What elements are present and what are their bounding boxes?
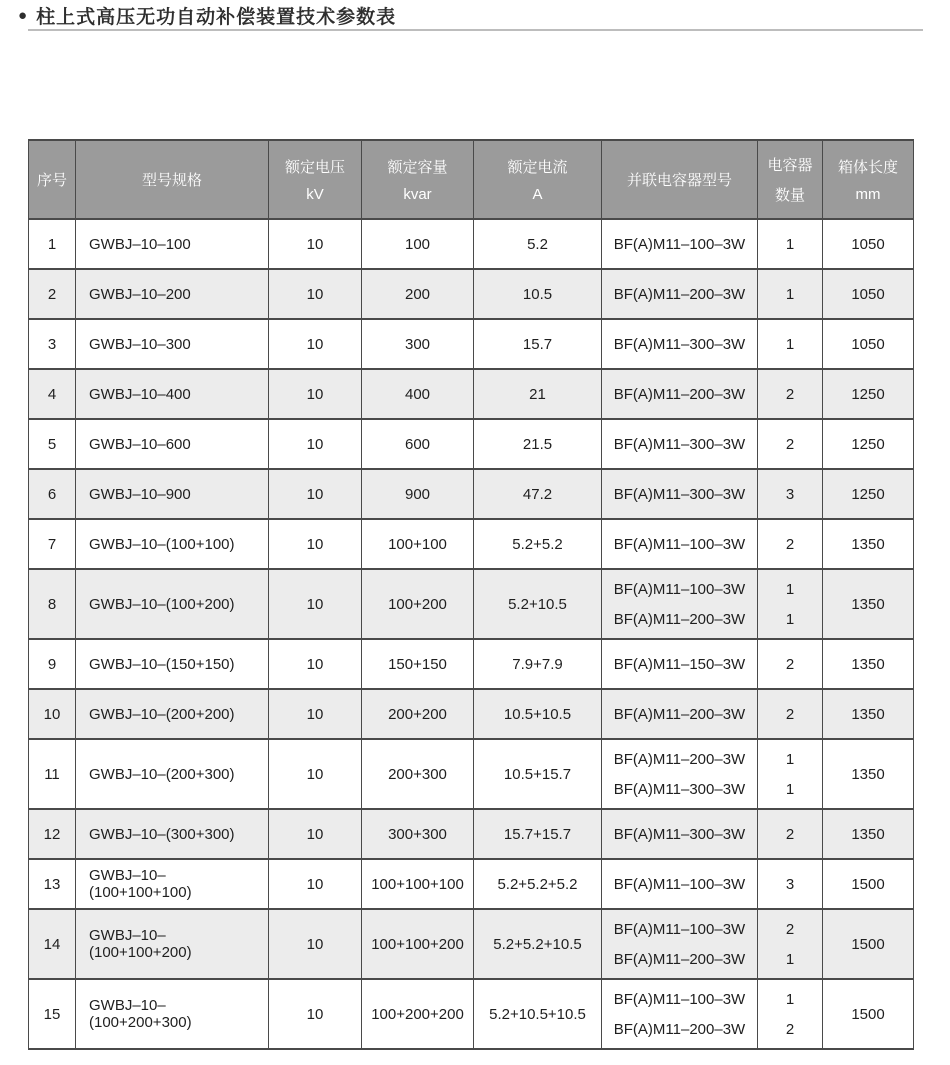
table-row	[29, 319, 914, 369]
cell-capacitor-quantity-line: 1	[785, 990, 795, 1008]
table-row	[29, 809, 914, 859]
cell-capacitor-model	[602, 319, 758, 369]
cell-model-spec: GWBJ–10–(100+100)	[76, 519, 269, 569]
cell-model-spec: GWBJ–10–400	[76, 369, 269, 419]
cell-capacitor-quantity	[758, 269, 823, 319]
cell-rated-current: 7.9+7.9	[474, 639, 602, 689]
cell-model-spec: GWBJ–10–600	[76, 419, 269, 469]
header-unit: kV	[306, 186, 324, 203]
cell-capacitor-model	[602, 419, 758, 469]
cell-serial-number: 6	[29, 469, 76, 519]
cell-model-spec: GWBJ–10–300	[76, 319, 269, 369]
bullet-icon: ●	[18, 6, 28, 24]
cell-serial-number: 3	[29, 319, 76, 369]
cell-model-spec: GWBJ–10–100	[76, 219, 269, 269]
cell-capacitor-model-line: BF(A)M11–100–3W	[613, 535, 746, 553]
cell-rated-capacity: 100+200+200	[362, 979, 474, 1049]
cell-capacitor-quantity	[758, 469, 823, 519]
cell-capacitor-model	[602, 219, 758, 269]
table-row	[29, 909, 914, 979]
cell-rated-voltage: 10	[269, 979, 362, 1049]
cell-model-spec: GWBJ–10–(200+300)	[76, 739, 269, 809]
cell-capacitor-quantity-line: 1	[785, 335, 795, 353]
cell-box-length: 1050	[823, 269, 914, 319]
header-label: 并联电容器型号	[626, 172, 732, 189]
cell-serial-number: 7	[29, 519, 76, 569]
cell-rated-voltage: 10	[269, 369, 362, 419]
cell-rated-current: 5.2+5.2+5.2	[474, 859, 602, 909]
cell-capacitor-model-line: BF(A)M11–100–3W	[613, 580, 746, 598]
cell-rated-capacity: 100+100+100	[362, 859, 474, 909]
cell-capacitor-quantity-line: 1	[785, 285, 795, 303]
cell-capacitor-model	[602, 639, 758, 689]
cell-model-spec: GWBJ–10–(200+200)	[76, 689, 269, 739]
cell-capacitor-model-line: BF(A)M11–100–3W	[613, 235, 746, 253]
cell-serial-number: 15	[29, 979, 76, 1049]
cell-capacitor-quantity	[758, 369, 823, 419]
table-row	[29, 419, 914, 469]
cell-rated-capacity: 400	[362, 369, 474, 419]
header-rated-voltage	[269, 140, 362, 219]
cell-serial-number: 13	[29, 859, 76, 909]
cell-capacitor-quantity-line: 2	[785, 385, 795, 403]
cell-rated-capacity: 200	[362, 269, 474, 319]
cell-capacitor-quantity	[758, 979, 823, 1049]
cell-rated-capacity: 300	[362, 319, 474, 369]
header-label: 序号	[36, 172, 67, 189]
cell-capacitor-quantity-line: 1	[785, 580, 795, 598]
cell-rated-capacity: 100	[362, 219, 474, 269]
header-label: 型号规格	[141, 172, 202, 189]
cell-box-length: 1250	[823, 419, 914, 469]
cell-capacitor-quantity	[758, 519, 823, 569]
cell-capacitor-quantity	[758, 319, 823, 369]
cell-box-length: 1050	[823, 319, 914, 369]
cell-capacitor-model-line: BF(A)M11–200–3W	[613, 285, 746, 303]
cell-rated-capacity: 900	[362, 469, 474, 519]
cell-capacitor-quantity	[758, 859, 823, 909]
cell-rated-voltage: 10	[269, 859, 362, 909]
cell-capacitor-quantity-line: 3	[785, 485, 795, 503]
cell-rated-current: 15.7+15.7	[474, 809, 602, 859]
header-label: 电容器	[767, 157, 813, 174]
table-row	[29, 269, 914, 319]
cell-rated-current: 15.7	[474, 319, 602, 369]
cell-model-spec: GWBJ–10–(300+300)	[76, 809, 269, 859]
cell-serial-number: 8	[29, 569, 76, 639]
cell-rated-current: 10.5	[474, 269, 602, 319]
cell-rated-voltage: 10	[269, 219, 362, 269]
cell-model-spec: GWBJ–10–900	[76, 469, 269, 519]
header-model-spec	[76, 140, 269, 219]
cell-rated-capacity: 600	[362, 419, 474, 469]
cell-capacitor-model-line: BF(A)M11–100–3W	[613, 920, 746, 938]
cell-capacitor-quantity-line: 2	[785, 920, 795, 938]
cell-capacitor-quantity-line: 1	[785, 780, 795, 798]
cell-capacitor-model-line: BF(A)M11–150–3W	[613, 655, 746, 673]
cell-box-length: 1250	[823, 369, 914, 419]
table-row	[29, 689, 914, 739]
header-capacitor-quantity	[758, 140, 823, 219]
cell-rated-current: 10.5+15.7	[474, 739, 602, 809]
cell-capacitor-model-line: BF(A)M11–200–3W	[613, 610, 746, 628]
cell-capacitor-model-line: BF(A)M11–100–3W	[613, 875, 746, 893]
cell-rated-voltage: 10	[269, 419, 362, 469]
cell-model-spec: GWBJ–10–200	[76, 269, 269, 319]
cell-capacitor-quantity-line: 2	[785, 535, 795, 553]
parameters-table	[28, 139, 914, 1050]
cell-capacitor-quantity-line: 1	[785, 950, 795, 968]
cell-capacitor-quantity	[758, 219, 823, 269]
cell-capacitor-quantity-line: 2	[785, 655, 795, 673]
table-row	[29, 519, 914, 569]
table-row	[29, 219, 914, 269]
cell-serial-number: 1	[29, 219, 76, 269]
cell-capacitor-model	[602, 979, 758, 1049]
cell-rated-voltage: 10	[269, 269, 362, 319]
header-rated-capacity	[362, 140, 474, 219]
cell-capacitor-model-line: BF(A)M11–200–3W	[613, 950, 746, 968]
cell-capacitor-model-line: BF(A)M11–200–3W	[613, 385, 746, 403]
cell-capacitor-quantity-line: 2	[785, 1020, 795, 1038]
cell-capacitor-model-line: BF(A)M11–200–3W	[613, 750, 746, 768]
cell-rated-current: 5.2	[474, 219, 602, 269]
cell-rated-current: 5.2+5.2+10.5	[474, 909, 602, 979]
cell-capacitor-model-line: BF(A)M11–100–3W	[613, 990, 746, 1008]
cell-capacitor-quantity-line: 1	[785, 235, 795, 253]
cell-rated-current: 21.5	[474, 419, 602, 469]
header-unit: 数量	[774, 187, 805, 204]
cell-capacitor-quantity-line: 3	[785, 875, 795, 893]
cell-capacitor-quantity-line: 2	[785, 435, 795, 453]
cell-rated-capacity: 300+300	[362, 809, 474, 859]
page-title-row	[18, 3, 396, 27]
cell-box-length: 1350	[823, 639, 914, 689]
header-label: 额定电压	[284, 159, 345, 176]
cell-rated-voltage: 10	[269, 469, 362, 519]
cell-serial-number: 14	[29, 909, 76, 979]
header-box-length	[823, 140, 914, 219]
header-label: 额定容量	[387, 159, 448, 176]
cell-rated-capacity: 200+200	[362, 689, 474, 739]
cell-box-length: 1350	[823, 689, 914, 739]
cell-capacitor-model-line: BF(A)M11–300–3W	[613, 485, 746, 503]
cell-box-length: 1250	[823, 469, 914, 519]
cell-capacitor-model	[602, 739, 758, 809]
table-row	[29, 979, 914, 1049]
cell-serial-number: 9	[29, 639, 76, 689]
cell-rated-current: 47.2	[474, 469, 602, 519]
cell-capacitor-quantity	[758, 569, 823, 639]
cell-rated-capacity: 200+300	[362, 739, 474, 809]
header-label: 额定电流	[507, 159, 568, 176]
cell-serial-number: 11	[29, 739, 76, 809]
cell-rated-capacity: 100+100	[362, 519, 474, 569]
cell-box-length: 1500	[823, 909, 914, 979]
cell-rated-voltage: 10	[269, 319, 362, 369]
cell-capacitor-quantity	[758, 689, 823, 739]
header-unit: kvar	[403, 186, 432, 203]
cell-rated-current: 5.2+10.5	[474, 569, 602, 639]
header-capacitor-model	[602, 140, 758, 219]
cell-box-length: 1500	[823, 859, 914, 909]
cell-model-spec: GWBJ–10–(100+200+300)	[76, 979, 269, 1049]
cell-capacitor-quantity	[758, 809, 823, 859]
cell-capacitor-model	[602, 519, 758, 569]
cell-capacitor-model-line: BF(A)M11–300–3W	[613, 825, 746, 843]
cell-capacitor-model	[602, 909, 758, 979]
cell-capacitor-model-line: BF(A)M11–200–3W	[613, 705, 746, 723]
table-row	[29, 639, 914, 689]
cell-rated-current: 5.2+10.5+10.5	[474, 979, 602, 1049]
cell-model-spec: GWBJ–10–(150+150)	[76, 639, 269, 689]
cell-serial-number: 2	[29, 269, 76, 319]
cell-serial-number: 5	[29, 419, 76, 469]
cell-capacitor-model	[602, 859, 758, 909]
cell-rated-voltage: 10	[269, 689, 362, 739]
cell-rated-current: 10.5+10.5	[474, 689, 602, 739]
header-serial-number	[29, 140, 76, 219]
header-unit: mm	[855, 186, 881, 203]
cell-rated-voltage: 10	[269, 909, 362, 979]
cell-serial-number: 10	[29, 689, 76, 739]
cell-box-length: 1500	[823, 979, 914, 1049]
cell-capacitor-model	[602, 369, 758, 419]
table-row	[29, 739, 914, 809]
cell-capacitor-model-line: BF(A)M11–200–3W	[613, 1020, 746, 1038]
table-row	[29, 859, 914, 909]
table-row	[29, 569, 914, 639]
cell-capacitor-quantity-line: 1	[785, 750, 795, 768]
cell-capacitor-quantity	[758, 909, 823, 979]
cell-capacitor-quantity	[758, 419, 823, 469]
cell-capacitor-model-line: BF(A)M11–300–3W	[613, 335, 746, 353]
cell-box-length: 1350	[823, 739, 914, 809]
cell-capacitor-model	[602, 569, 758, 639]
cell-capacitor-model	[602, 689, 758, 739]
cell-rated-voltage: 10	[269, 809, 362, 859]
table-body	[29, 219, 914, 1049]
cell-box-length: 1350	[823, 519, 914, 569]
table-row	[29, 469, 914, 519]
cell-model-spec: GWBJ–10–(100+200)	[76, 569, 269, 639]
cell-rated-voltage: 10	[269, 569, 362, 639]
title-rule	[28, 29, 923, 31]
cell-capacitor-model	[602, 269, 758, 319]
cell-rated-capacity: 100+200	[362, 569, 474, 639]
cell-rated-current: 21	[474, 369, 602, 419]
cell-rated-voltage: 10	[269, 519, 362, 569]
cell-rated-voltage: 10	[269, 739, 362, 809]
cell-capacitor-quantity	[758, 739, 823, 809]
cell-serial-number: 4	[29, 369, 76, 419]
cell-capacitor-quantity-line: 2	[785, 825, 795, 843]
header-rated-current	[474, 140, 602, 219]
cell-rated-voltage: 10	[269, 639, 362, 689]
table-row	[29, 369, 914, 419]
cell-serial-number: 12	[29, 809, 76, 859]
cell-capacitor-quantity-line: 1	[785, 610, 795, 628]
cell-capacitor-model	[602, 469, 758, 519]
header-label: 箱体长度	[837, 159, 898, 176]
cell-capacitor-quantity-line: 2	[785, 705, 795, 723]
cell-rated-capacity: 100+100+200	[362, 909, 474, 979]
header-unit: A	[532, 186, 543, 203]
cell-capacitor-model-line: BF(A)M11–300–3W	[613, 435, 746, 453]
cell-box-length: 1350	[823, 569, 914, 639]
cell-box-length: 1350	[823, 809, 914, 859]
cell-capacitor-quantity	[758, 639, 823, 689]
cell-model-spec: GWBJ–10–(100+100+200)	[76, 909, 269, 979]
cell-capacitor-model	[602, 809, 758, 859]
cell-box-length: 1050	[823, 219, 914, 269]
table-header	[29, 140, 914, 219]
cell-rated-capacity: 150+150	[362, 639, 474, 689]
cell-capacitor-model-line: BF(A)M11–300–3W	[613, 780, 746, 798]
cell-model-spec: GWBJ–10–(100+100+100)	[76, 859, 269, 909]
page-title: 柱上式高压无功自动补偿装置技术参数表	[36, 6, 397, 28]
cell-rated-current: 5.2+5.2	[474, 519, 602, 569]
